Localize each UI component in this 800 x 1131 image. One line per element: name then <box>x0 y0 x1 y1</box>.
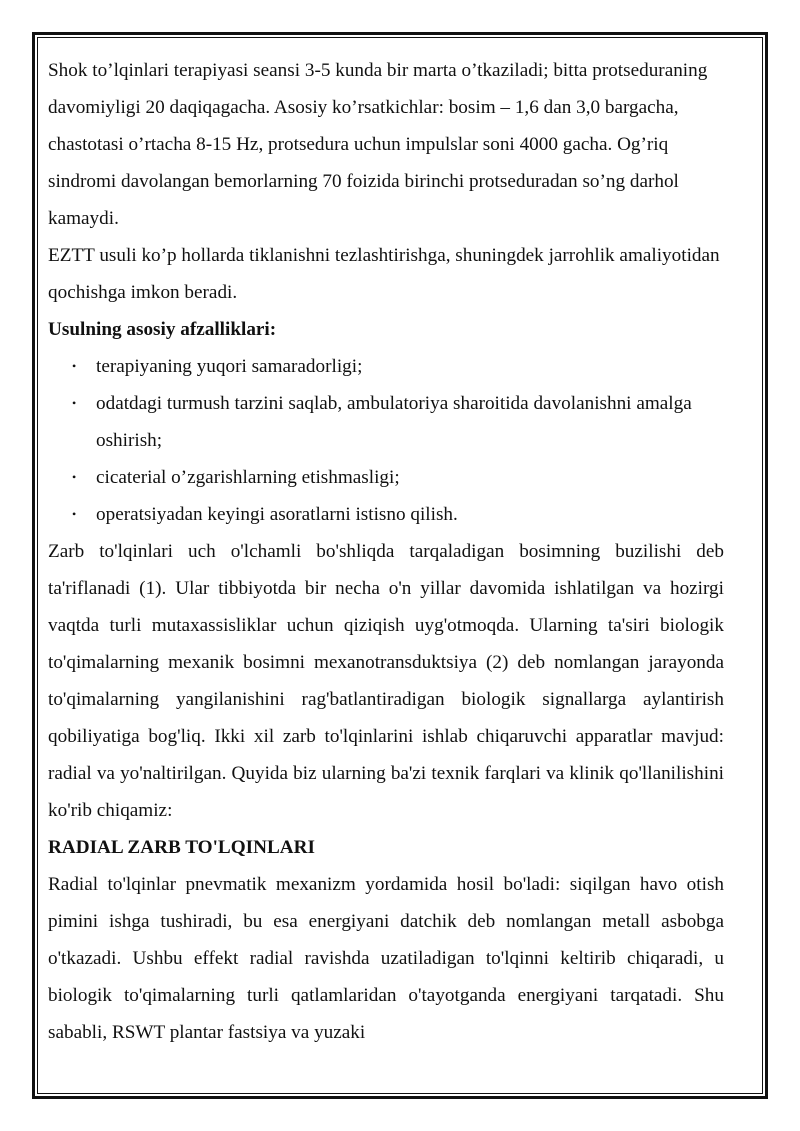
paragraph-therapy-session: Shok to’lqinlari terapiyasi seansi 3-5 kunda bir marta o’tkaziladi; bitta protseduraning davomiyligi 20 daqiqagacha. Asosiy ko’rsatkichlar: bosim – 1,6 dan 3,0 bargacha, chastotasi o’rtacha 8-15 Hz, protsedura uchun impulslar soni 4000 gacha. Og’riq sindromi davolangan bemorlarning 70 foizida birinchi protseduradan so’ng darhol kamaydi. <box>48 60 708 229</box>
document-body <box>48 52 724 1051</box>
radial-heading: RADIAL ZARB TO'LQINLARI <box>48 837 315 858</box>
list-item <box>72 348 724 385</box>
bullet-icon: • <box>72 470 77 484</box>
paragraph-eztt-method: EZTT usuli ko’p hollarda tiklanishni tezlashtirishga, shuningdek jarrohlik amaliyotidan qochishga imkon beradi. <box>48 245 720 303</box>
paragraph-radial-waves: Radial to'lqinlar pnevmatik mexanizm yordamida hosil bo'ladi: siqilgan havo otish pimini ishga tushiradi, bu esa energiyani datchik deb nomlangan metall asbobga o'tkazadi. Ushbu effekt radial ravishda uzatiladigan to'lqinni keltirib chiqaradi, u biologik to'qimalarning turli qatlamlaridan o'tayotganda energiyani tarqatadi. Shu sababli, RSWT plantar fastsiya va yuzaki <box>48 874 724 1043</box>
bullet-icon: • <box>72 396 77 410</box>
advantages-list <box>48 348 724 533</box>
advantages-heading: Usulning asosiy afzalliklari: <box>48 319 277 340</box>
list-item <box>72 385 724 459</box>
list-item-text: cicaterial o’zgarishlarning etishmasligi; <box>96 467 400 488</box>
bullet-icon: • <box>72 359 77 373</box>
list-item <box>72 496 724 533</box>
paragraph-shock-waves: Zarb to'lqinlari uch o'lchamli bo'shliqda tarqaladigan bosimning buzilishi deb ta'riflanadi (1). Ular tibbiyotda bir necha o'n yillar davomida ishlatilgan va hozirgi vaqtda turli mutaxassisliklar uchun qiziqish uyg'otmoqda. Ularning ta'siri biologik to'qimalarning mexanik bosimni mexanotransduktsiya (2) deb nomlangan jarayonda to'qimalarning yangilanishini rag'batlantiradigan biologik signallarga aylantirish qobiliyatiga bog'liq. Ikki xil zarb to'lqinlarini ishlab chiqaruvchi apparatlar mavjud: radial va yo'naltirilgan. Quyida biz ularning ba'zi texnik farqlari va klinik qo'llanilishini ko'rib chiqamiz: <box>48 541 724 821</box>
list-item <box>72 459 724 496</box>
list-item-text: operatsiyadan keyingi asoratlarni istisno qilish. <box>96 504 458 525</box>
list-item-text: terapiyaning yuqori samaradorligi; <box>96 356 363 377</box>
bullet-icon: • <box>72 507 77 521</box>
list-item-text: odatdagi turmush tarzini saqlab, ambulatoriya sharoitida davolanishni amalga oshirish; <box>96 393 692 451</box>
